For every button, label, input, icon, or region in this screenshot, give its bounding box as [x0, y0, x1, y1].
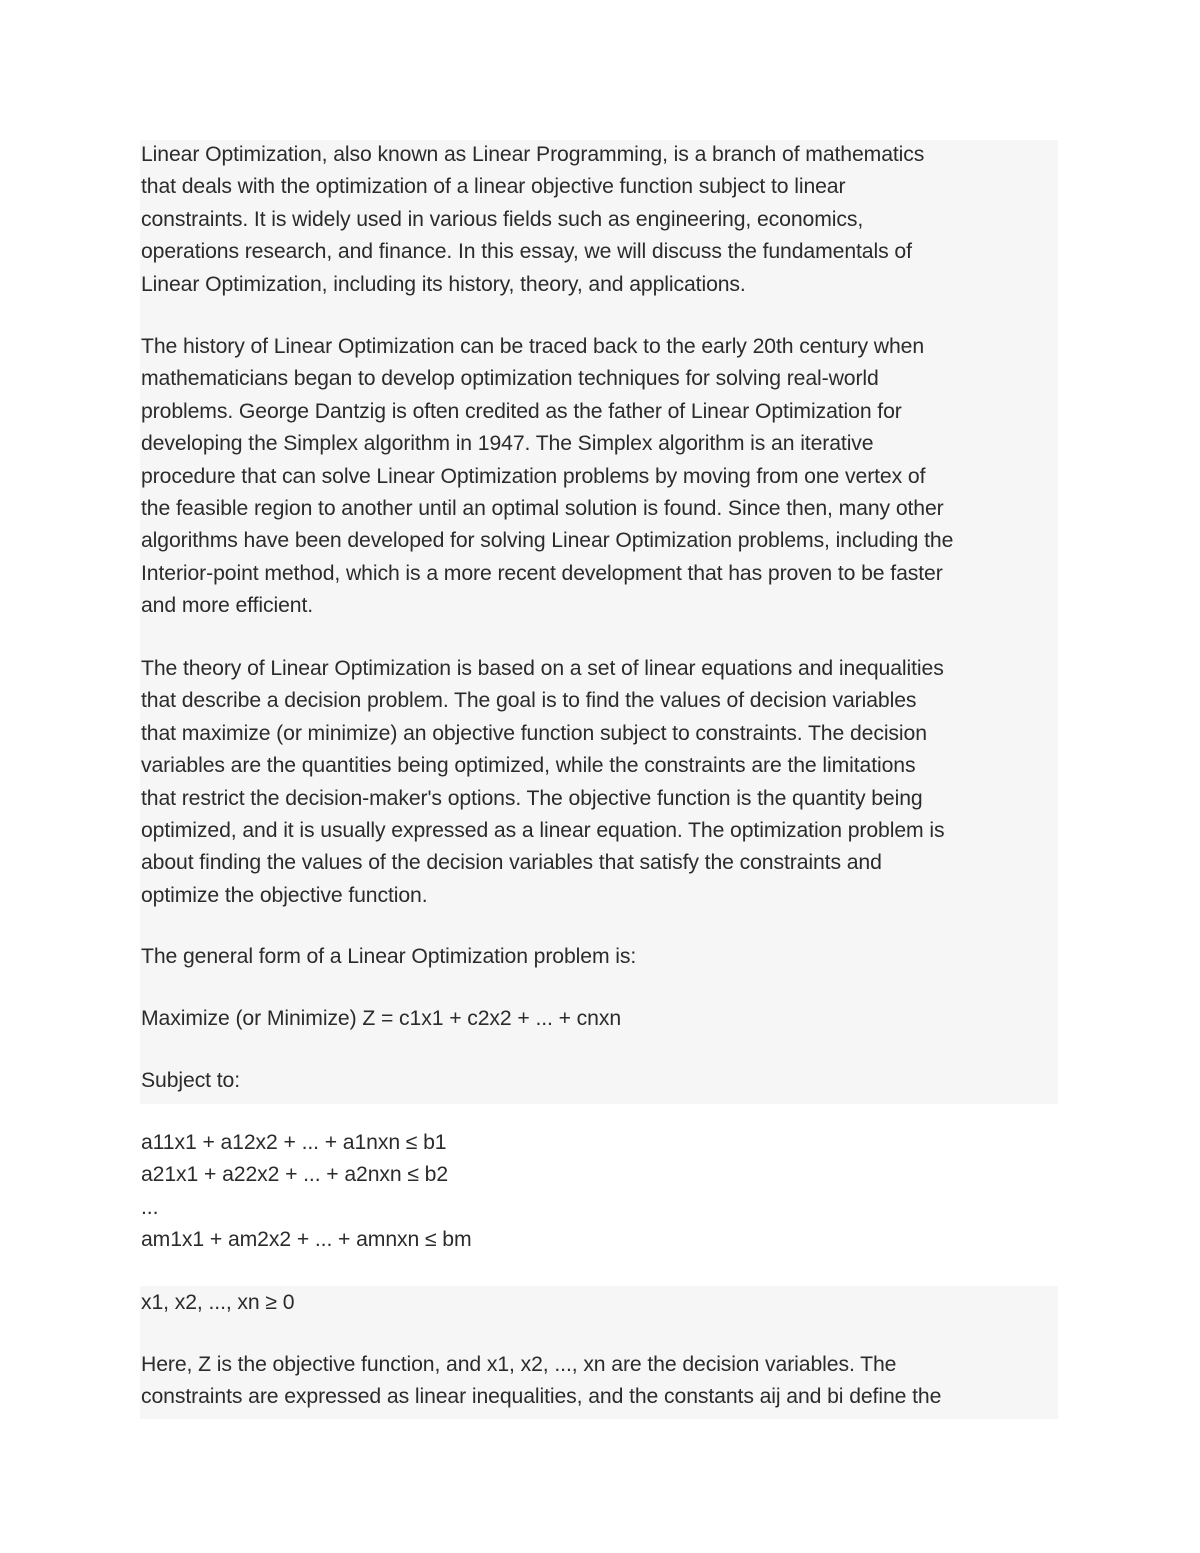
text-line: optimize the objective function. [141, 883, 428, 907]
text-line: constraints. It is widely used in various fields such as engineering, economics, [141, 207, 864, 231]
text-line: Maximize (or Minimize) Z = c1x1 + c2x2 + ... + cnxn [141, 1007, 622, 1030]
text-line: algorithms have been developed for solving Linear Optimization problems, including the [141, 529, 954, 553]
text-line: mathematicians began to develop optimization techniques for solving real-world [141, 367, 879, 391]
text-line: a21x1 + a22x2 + ... + a2nxn ≤ b2 [141, 1163, 449, 1187]
text-line: The general form of a Linear Optimization problem is: [141, 945, 637, 968]
text-line: that restrict the decision-maker's options. The objective function is the quantity being [141, 786, 923, 810]
text-line: that deals with the optimization of a linear objective function subject to linear [141, 175, 846, 199]
paragraph-subject-to [141, 1065, 1061, 1097]
paragraph-objective [141, 1003, 1061, 1035]
text-line: the feasible region to another until an optimal solution is found. Since then, many other [141, 497, 944, 521]
paragraph-constraints [141, 1127, 1061, 1257]
text-line: operations research, and finance. In this essay, we will discuss the fundamentals of [141, 240, 912, 264]
text-line: Subject to: [141, 1069, 241, 1092]
text-line: procedure that can solve Linear Optimization problems by moving from one vertex of [141, 464, 926, 488]
paragraph-non-negativity [141, 1287, 1061, 1319]
paragraph-theory [141, 653, 1061, 912]
text-line: constraints are expressed as linear inequalities, and the constants aij and bi define the [141, 1385, 942, 1409]
text-line: variables are the quantities being optimized, while the constraints are the limitations [141, 754, 916, 778]
text-line: problems. George Dantzig is often credited as the father of Linear Optimization for [141, 399, 902, 423]
text-line: that describe a decision problem. The goal is to find the values of decision variables [141, 689, 917, 713]
text-line: and more efficient. [141, 594, 314, 618]
text-line: am1x1 + am2x2 + ... + amnxn ≤ bm [141, 1228, 472, 1252]
paragraph-explanation [141, 1349, 1061, 1414]
text-line: ... [141, 1195, 159, 1219]
text-line: Interior-point method, which is a more recent development that has proven to be faster [141, 561, 943, 585]
text-line: developing the Simplex algorithm in 1947. The Simplex algorithm is an iterative [141, 432, 874, 456]
paragraph-history [141, 331, 1061, 623]
paragraph-general-form [141, 941, 1061, 973]
text-line: x1, x2, ..., xn ≥ 0 [141, 1291, 295, 1314]
text-line: The history of Linear Optimization can be traced back to the early 20th century when [141, 335, 925, 358]
text-line: that maximize (or minimize) an objective function subject to constraints. The decision [141, 721, 927, 745]
text-line: Here, Z is the objective function, and x1, x2, ..., xn are the decision variables. The [141, 1353, 897, 1376]
text-line: about finding the values of the decision variables that satisfy the constraints and [141, 851, 882, 875]
text-line: a11x1 + a12x2 + ... + a1nxn ≤ b1 [141, 1131, 447, 1154]
paragraph-introduction [141, 139, 1061, 301]
text-line: Linear Optimization, also known as Linear Programming, is a branch of mathematics [141, 143, 925, 166]
text-line: The theory of Linear Optimization is based on a set of linear equations and inequalities [141, 657, 944, 680]
text-line: Linear Optimization, including its history, theory, and applications. [141, 272, 746, 296]
text-line: optimized, and it is usually expressed as a linear equation. The optimization problem is [141, 819, 945, 843]
